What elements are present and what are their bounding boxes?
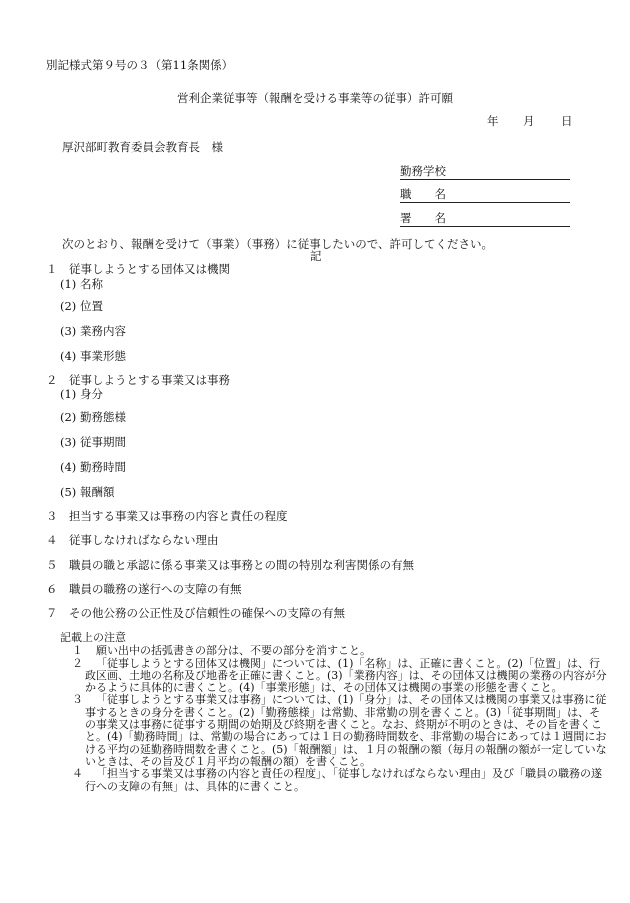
note-number: ３ [72, 693, 83, 707]
notes-block [60, 632, 610, 793]
note-number: ４ [72, 767, 83, 781]
note-text: 「従事しようとする事業又は事務」については、(1)「身分」は、その団体又は機関の事業又は事務に従事するときの身分を書くこと。(2)「勤務態様」は常勤、非常勤の別を書くこと。(3)「従事期間」は、その事業又は事務に従事する期間の始期及び終期を書くこと。なお、終期が不明のときは、その旨を書くこと。(4)「勤務時間」は、常勤の場合にあっては１日の勤務時間数を、非常勤の場合にあっては１週間における平均の延勤務時間数を書くこと。(5)「報酬額」は、１月の報酬の額（毎月の報酬の額が一定していないときは、その旨及び１月平均の報酬の額）を書くこと。 [85, 693, 607, 768]
intro-text: 次のとおり、報酬を受けて（事業）（事務）に従事したいので、許可してください。 [62, 237, 494, 251]
note-number: ２ [72, 656, 83, 670]
date-year-label: 年 [487, 114, 499, 128]
notes-title: 記載上の注意 [60, 631, 126, 644]
signature-school-line [400, 163, 570, 180]
note-text: 「従事しようとする団体又は機関」については、(1)「名称」は、正確に書くこと。(2)「位置」は、行政区画、土地の名称及び地番を正確に書くこと。(3)「業務内容」は、その団体又は機関の業務の内容が分かるように具体的に書くこと。(4)「事業形態」は、その団体又は機関の事業の形態を書くこと。 [85, 656, 607, 695]
signature-school-label: 勤務学校 [400, 163, 446, 178]
note-text: 願い出中の括弧書きの部分は、不要の部分を消すこと。 [96, 644, 371, 658]
section-1-item-4: (4) 事業形態 [60, 349, 126, 363]
section-2-heading: ２ 従事しようとする事業又は事務 [46, 373, 230, 387]
document-title: 営利企業従事等（報酬を受ける事業等の従事）許可願 [177, 91, 453, 105]
signature-name-label: 署 名 [400, 210, 446, 225]
signature-position-label: 職 名 [400, 186, 446, 201]
section-1-item-2: (2) 位置 [60, 299, 103, 313]
section-2-item-1: (1) 身分 [60, 387, 103, 401]
section-5-heading: ５ 職員の職と承認に係る事業又は事務との間の特別な利害関係の有無 [46, 558, 414, 572]
signature-position-line [400, 186, 570, 203]
note-item [60, 645, 610, 657]
section-2-item-3: (3) 従事期間 [60, 435, 126, 449]
note-number: １ [72, 644, 83, 658]
addressee: 厚沢部町教育委員会教育長 様 [62, 140, 223, 154]
note-item [60, 658, 610, 695]
section-1-item-1: (1) 名称 [60, 277, 103, 291]
ki-label: 記 [310, 249, 322, 263]
section-3-heading: ３ 担当する事業又は事務の内容と責任の程度 [46, 509, 288, 523]
signature-name-line [400, 210, 570, 227]
section-2-item-4: (4) 勤務時間 [60, 460, 126, 474]
section-7-heading: ７ その他公務の公正性及び信頼性の確保への支障の有無 [46, 606, 345, 620]
note-item [60, 694, 610, 768]
form-code: 別記様式第９号の３（第11条関係） [46, 58, 234, 72]
section-1-item-3: (3) 業務内容 [60, 324, 126, 338]
section-2-item-2: (2) 勤務態様 [60, 410, 126, 424]
note-item [60, 768, 610, 793]
section-6-heading: ６ 職員の職務の遂行への支障の有無 [46, 582, 242, 596]
date-day-label: 日 [561, 114, 573, 128]
section-1-heading: １ 従事しようとする団体又は機関 [46, 262, 230, 276]
section-2-item-5: (5) 報酬額 [60, 485, 115, 499]
section-4-heading: ４ 従事しなければならない理由 [46, 533, 219, 547]
note-text: 「担当する事業又は事務の内容と責任の程度」、「従事しなければならない理由」及び「職員の職務の遂行への支障の有無」は、具体的に書くこと。 [85, 767, 602, 793]
date-month-label: 月 [523, 114, 535, 128]
